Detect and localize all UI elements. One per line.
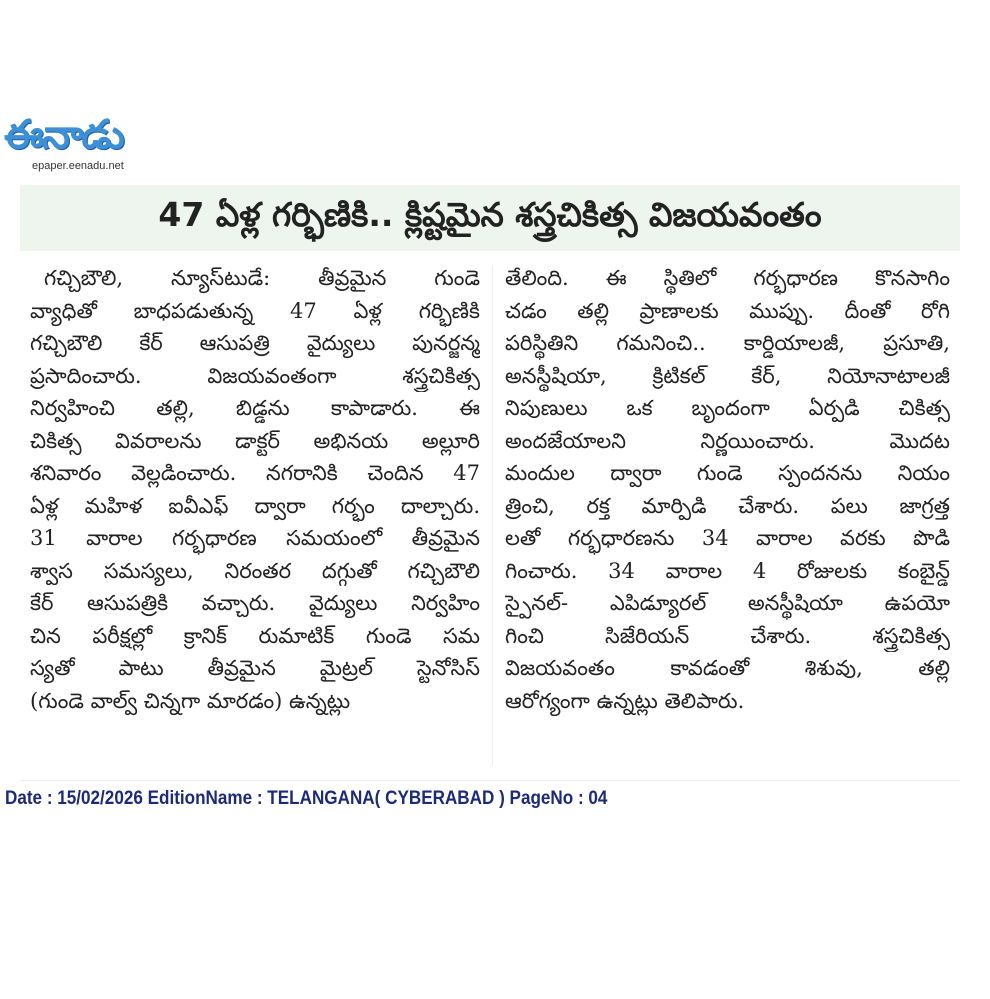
logo-wordmark: ఈనాడు: [4, 112, 123, 158]
article-line: గించారు. 34 వారాల 4 రోజులకు కంబైన్డ్: [505, 558, 950, 583]
article-line: అనస్థీషియా, క్రిటికల్ కేర్, నియోనాటాలజీ: [505, 363, 950, 388]
article-line: చిన పరీక్షల్లో క్రానిక్ రుమాటిక్ గుండె సమ: [30, 623, 480, 648]
column-divider: [492, 265, 493, 765]
article-column-left: [30, 262, 480, 717]
article-headline: 47 ఏళ్ల గర్భిణికి.. క్లిష్టమైన శస్త్రచికిత్స విజయవంతం: [158, 194, 822, 234]
edition-info: Date : 15/02/2026 EditionName : TELANGANA( CYBERABAD ) PageNo : 04: [5, 788, 608, 809]
article-line: శ్వాస సమస్యలు, నిరంతర దగ్గుతో గచ్చిబౌలి: [30, 558, 480, 583]
bottom-rule: [20, 780, 960, 781]
article-line: ఆరోగ్యంగా ఉన్నట్లు తెలిపారు.: [505, 688, 745, 713]
article-line: 31 వారాల గర్భధారణ సమయంలో తీవ్రమైన: [30, 526, 480, 550]
article-line: తేలింది. ఈ స్థితిలో గర్భధారణ కొనసాగిం: [505, 266, 950, 290]
article-line: మందుల ద్వారా గుండె స్పందనను నియం: [505, 461, 950, 485]
article-line: (గుండె వాల్వ్ చిన్నగా మారడం) ఉన్నట్లు: [30, 688, 351, 713]
article-line: విజయవంతం కావడంతో శిశువు, తల్లి: [505, 656, 950, 680]
article-line: స్యతో పాటు తీవ్రమైన మైట్రల్ స్టెనోసిస్: [30, 656, 480, 680]
article-line: గచ్చిబౌలి, న్యూస్‌టుడే: తీవ్రమైన గుండె: [44, 266, 480, 290]
article-line: శనివారం వెల్లడించారు. నగరానికి చెందిన 47: [30, 461, 480, 485]
logo-url: epaper.eenadu.net: [32, 160, 124, 172]
article-line: చడం తల్లి ప్రాణాలకు ముప్పు. దీంతో రోగి: [505, 298, 950, 323]
article-line: ఏళ్ల మహిళ ఐవీఎఫ్ ద్వారా గర్భం దాల్చారు.: [30, 493, 480, 518]
article-line: చికిత్స వివరాలను డాక్టర్ అభినయ అల్లూరి: [30, 428, 480, 453]
article-line: లతో గర్భధారణను 34 వారాల వరకు పొడి: [505, 526, 950, 550]
article-line: కేర్ ఆసుపత్రికి వచ్చారు. వైద్యులు నిర్వహిం: [30, 591, 480, 615]
article-line: గించి సిజేరియన్ చేశారు. శస్త్రచికిత్స: [505, 623, 950, 648]
article-line: పరిస్థితిని గమనించి.. కార్డియాలజీ, ప్రసూతి,: [505, 331, 950, 355]
eenadu-logo: [4, 110, 174, 180]
article-line: నిపుణులు ఒక బృందంగా ఏర్పడి చికిత్స: [505, 396, 950, 420]
article-line: గచ్చిబౌలి కేర్ ఆసుపత్రి వైద్యులు పునర్జన్మ: [30, 331, 480, 355]
article-line: త్రించి, రక్త మార్పిడి చేశారు. పలు జాగ్రత్త: [505, 493, 950, 518]
article-line: నిర్వహించి తల్లి, బిడ్డను కాపాడారు. ఈ: [30, 396, 480, 420]
headline-band: [20, 185, 960, 251]
article-line: అందజేయాలని నిర్ణయించారు. మొదట: [505, 428, 950, 453]
article-line: స్పైనల్- ఎపిడ్యూరల్ అనస్థీషియా ఉపయో: [505, 591, 950, 615]
article-line: ప్రసాదించారు. విజయవంతంగా శస్త్రచికిత్స: [30, 363, 480, 388]
article-column-right: [505, 262, 950, 717]
article-line: వ్యాధితో బాధపడుతున్న 47 ఏళ్ల గర్భిణికి: [30, 298, 480, 323]
